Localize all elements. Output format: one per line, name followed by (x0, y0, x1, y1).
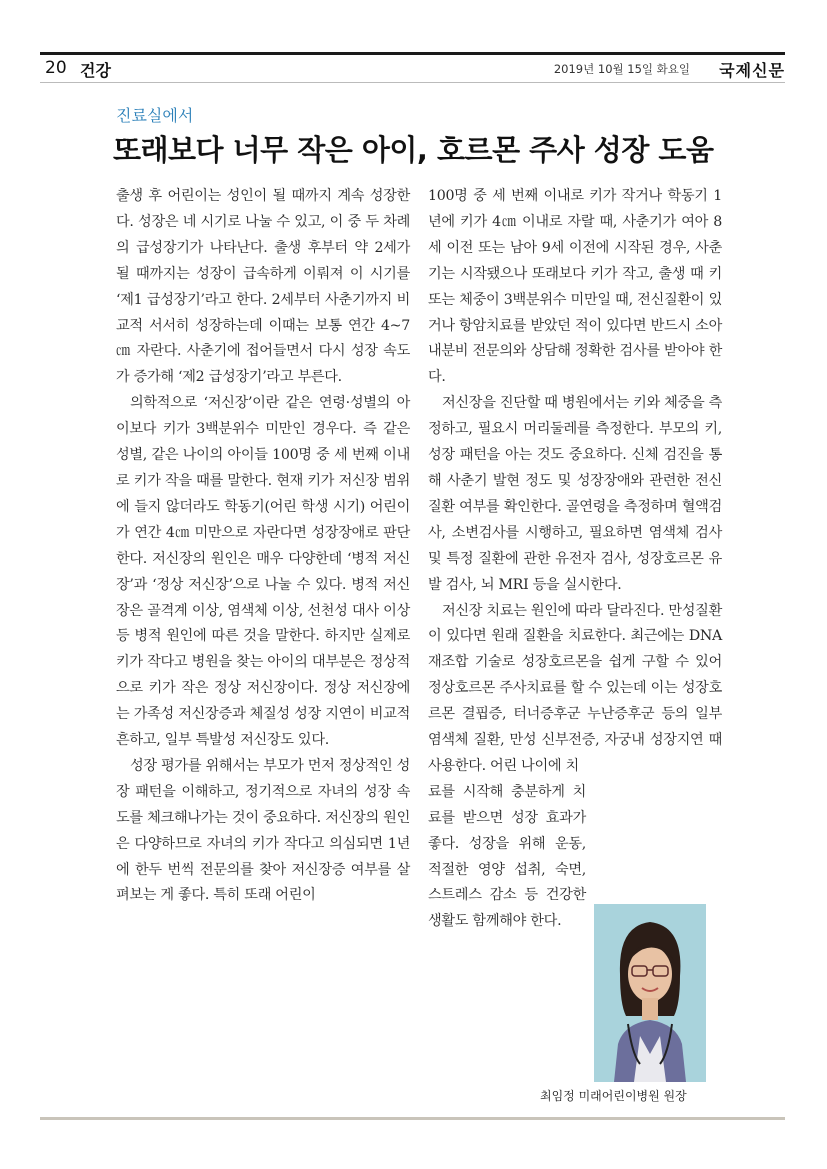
article-column-left (116, 184, 410, 909)
article-column-right (428, 184, 722, 935)
paragraph: 저신장 치료는 원인에 따라 달라진다. 만성질환이 있다면 원래 질환을 치료한다. 최근에는 DNA 재조합 기술로 성장호르몬을 쉽게 구할 수 있어 정상호르몬 주사치료를 할 수 있는데 이는 성장호르몬 결핍증, 터너증후군 누난증후군 등의 일부 염색체 질환, 만성 신부전증, 자궁내 성장지연 때 사용한다. 어린 나이에 치 (428, 602, 722, 774)
paragraph: 성장 평가를 위해서는 부모가 먼저 정상적인 성장 패턴을 이해하고, 정기적으로 자녀의 성장 속도를 체크해나가는 것이 중요하다. 저신장의 원인은 다양하므로 자녀의 키가 작다고 의심되면 1년에 한두 번씩 전문의를 찾아 저신장증 여부를 살펴보는 게 좋다. 특히 또래 어린이 (116, 757, 410, 904)
paragraph: 100명 중 세 번째 이내로 키가 작거나 학동기 1년에 키가 4㎝ 이내로 자랄 때, 사춘기가 여아 8세 이전 또는 남아 9세 이전에 시작된 경우, 사춘기는 시작됐으나 또래보다 키가 작고, 출생 때 키 또는 체중이 3백분위수 미만일 때, 전신질환이 있거나 항암치료를 받았던 적이 있다면 반드시 소아내분비 전문의와 상담해 정확한 검사를 받아야 한다. (428, 188, 722, 386)
author-photo (594, 904, 706, 1082)
top-rule (40, 52, 785, 55)
paragraph: 저신장을 진단할 때 병원에서는 키와 체중을 측정하고, 필요시 머리둘레를 측정한다. 부모의 키, 성장 패턴을 아는 것도 중요하다. 신체 검진을 통해 사춘기 발현 정도 및 성장장애와 관련한 전신질환 여부를 확인한다. 골연령을 측정하며 혈액검사, 소변검사를 시행하고, 필요하면 염색체 검사 및 특정 질환에 관한 유전자 검사, 성장호르몬 유발 검사, 뇌 MRI 등을 실시한다. (428, 395, 722, 593)
newspaper-name: 국제신문 (719, 61, 785, 80)
issue-date: 2019년 10월 15일 화요일 (553, 62, 690, 76)
page-number: 20 (45, 58, 67, 78)
portrait-illustration (594, 904, 706, 1082)
paragraph: 의학적으로 ‘저신장’이란 같은 연령·성별의 아이보다 키가 3백분위수 미만인 경우다. 즉 같은 성별, 같은 나이의 아이들 100명 중 세 번째 이내로 키가 작을 때를 말한다. 현재 키가 저신장 범위에 들지 않더라도 학동기(어린 학생 시기) 어린이가 연간 4㎝ 미만으로 자란다면 성장장애로 판단한다. 저신장의 원인은 매우 다양한데 ‘병적 저신장’과 ‘정상 저신장’으로 나눌 수 있다. 병적 저신장은 골격계 이상, 염색체 이상, 선천성 대사 이상 등 병적 원인에 따른 것을 말한다. 하지만 실제로 키가 작다고 병원을 찾는 아이의 대부분은 정상적으로 키가 작은 정상 저신장이다. 정상 저신장에는 가족성 저신장증과 체질성 성장 지연이 비교적 흔하고, 일부 특발성 저신장도 있다. (116, 395, 410, 749)
photo-caption: 최임정 미래어린이병원 원장 (540, 1089, 687, 1103)
paragraph-tail: 료를 시작해 충분하게 치료를 받으면 성장 효과가 좋다. 성장을 위해 운동, 적절한 영양 섭취, 숙면, 스트레스 감소 등 건강한 생활도 함께해야 한다. (428, 783, 586, 930)
bottom-rule (40, 1117, 785, 1120)
article-headline: 또래보다 너무 작은 아이, 호르몬 주사 성장 도움 (113, 133, 714, 167)
paragraph: 출생 후 어린이는 성인이 될 때까지 계속 성장한다. 성장은 네 시기로 나눌 수 있고, 이 중 두 차례의 급성장기가 나타난다. 출생 후부터 약 2세가 될 때까지는 성장이 급속하게 이뤄져 이 시기를 ‘제1 급성장기’라고 한다. 2세부터 사춘기까지 비교적 서서히 성장하는데 이때는 보통 연간 4~7㎝ 자란다. 사춘기에 접어들면서 다시 성장 속도가 증가해 ‘제2 급성장기’라고 부른다. (116, 188, 410, 386)
column-kicker: 진료실에서 (116, 106, 194, 125)
header-divider (40, 82, 785, 83)
page-header (40, 58, 785, 78)
section-label: 건강 (80, 61, 111, 80)
